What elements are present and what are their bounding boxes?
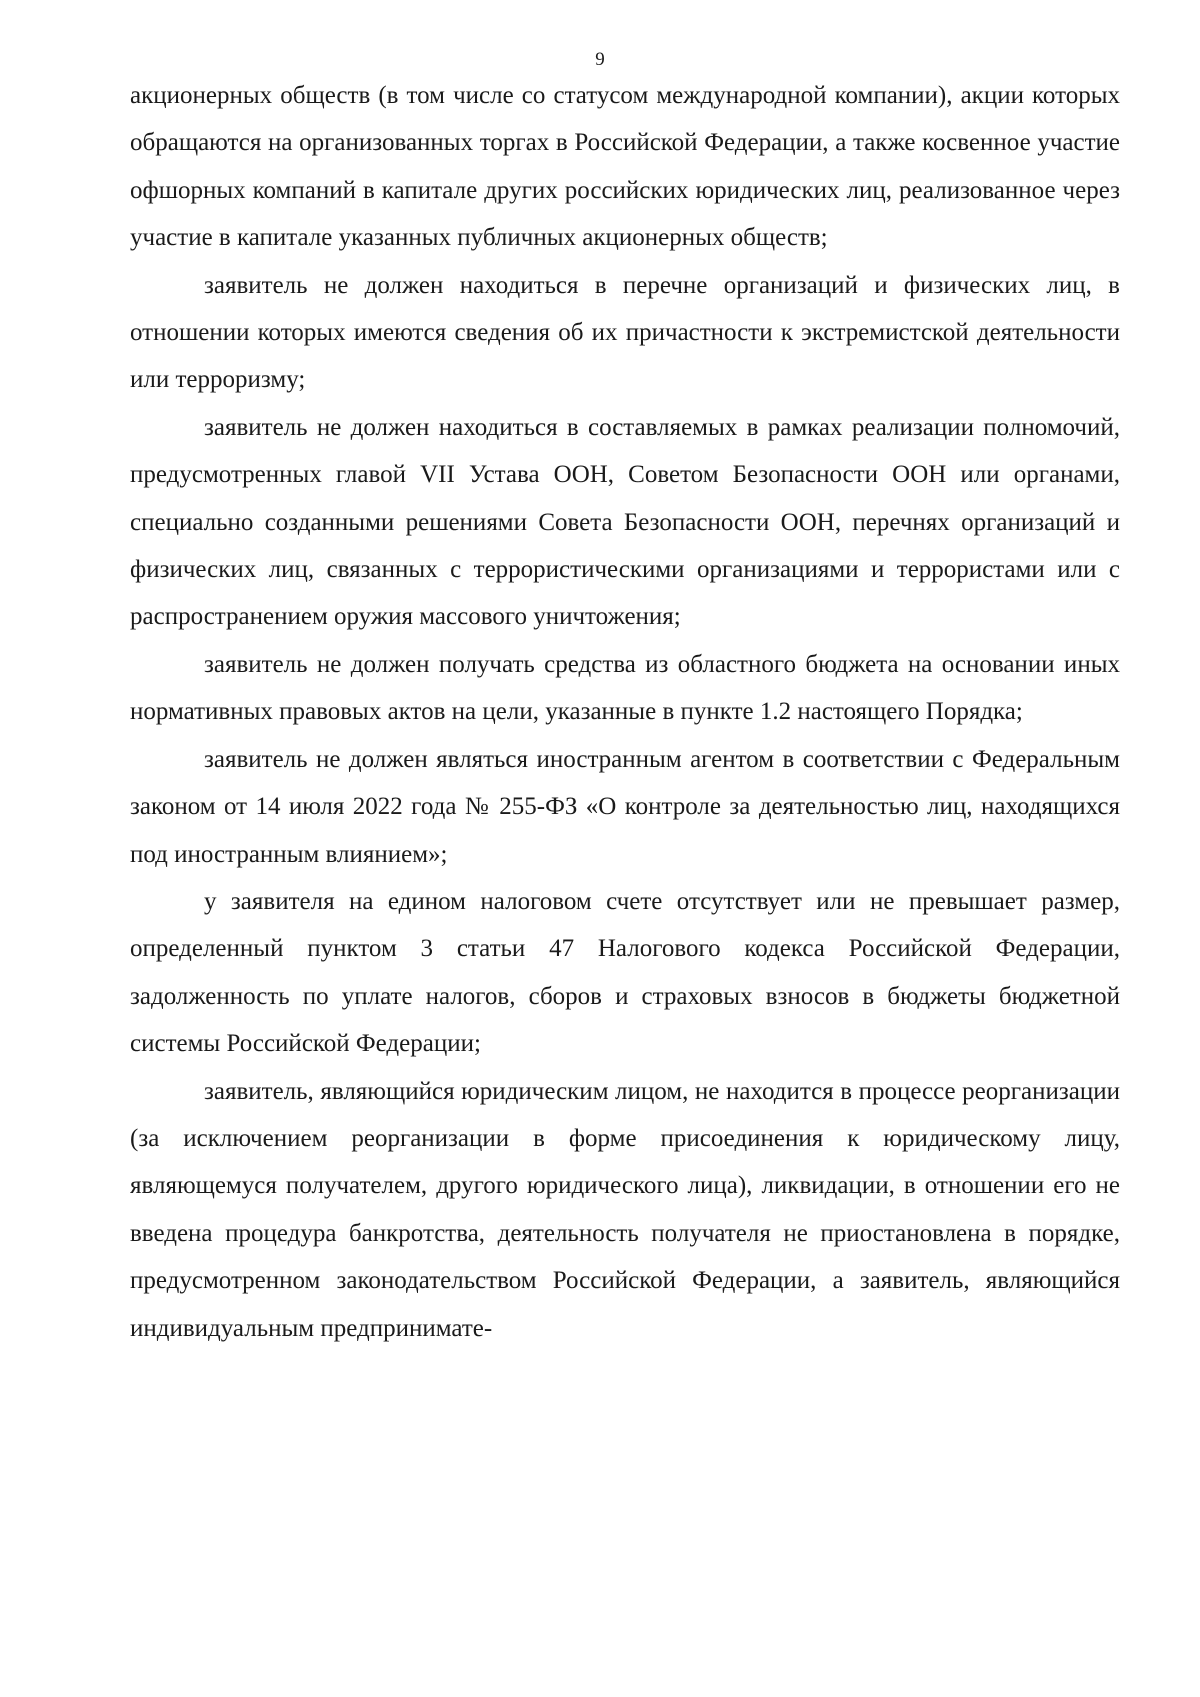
paragraph-regional-budget-funds: заявитель не должен получать средства из областного бюджета на основании иных нормативных правовых актов на цели, указанные в пункте 1.2 настоящего Порядка; — [130, 650, 1120, 726]
paragraph-foreign-agent: заявитель не должен являться иностранным агентом в соответствии с Федеральным законом от 14 июля 2022 года № 255-ФЗ «О контроле за деятельностью лиц, находящихся под иностранным влиянием»; — [130, 745, 1120, 868]
document-body — [130, 72, 1120, 1352]
paragraph-tax-debt: у заявителя на едином налоговом счете отсутствует или не превышает размер, определенный пунктом 3 статьи 47 Налогового кодекса Российской Федерации, задолженность по уплате налогов, сборов и страховых взносов в бюджеты бюджетной системы Российской Федерации; — [130, 887, 1120, 1058]
paragraph-un-security-council-lists: заявитель не должен находиться в составляемых в рамках реализации полномочий, предусмотренных главой VII Устава ООН, Советом Безопасности ООН или органами, специально созданными решениями Совета Безопасности ООН, перечнях организаций и физических лиц, связанных с террористическими организациями и террористами или с распространением оружия массового уничтожения; — [130, 413, 1120, 631]
paragraph-extremism-list: заявитель не должен находиться в перечне организаций и физических лиц, в отношении которых имеются сведения об их причастности к экстремистской деятельности или терроризму; — [130, 271, 1120, 394]
paragraph-shareholders: акционерных обществ (в том числе со статусом международной компании), акции которых обращаются на организованных торгах в Российской Федерации, а также косвенное участие офшорных компаний в капитале других российских юридических лиц, реализованное через участие в капитале указанных публичных акционерных обществ; — [130, 82, 1120, 252]
paragraph-reorganization-liquidation: заявитель, являющийся юридическим лицом, не находится в процессе реорганизации (за исключением реорганизации в форме присоединения к юридическому лицу, являющемуся получателем, другого юридического лица), ликвидации, в отношении его не введена процедура банкротства, деятельность получателя не приостановлена в порядке, предусмотренном законодательством Российской Федерации, а заявитель, являющийся индивидуальным предпринимате- — [130, 1077, 1120, 1342]
page-number: 9 — [595, 49, 605, 70]
